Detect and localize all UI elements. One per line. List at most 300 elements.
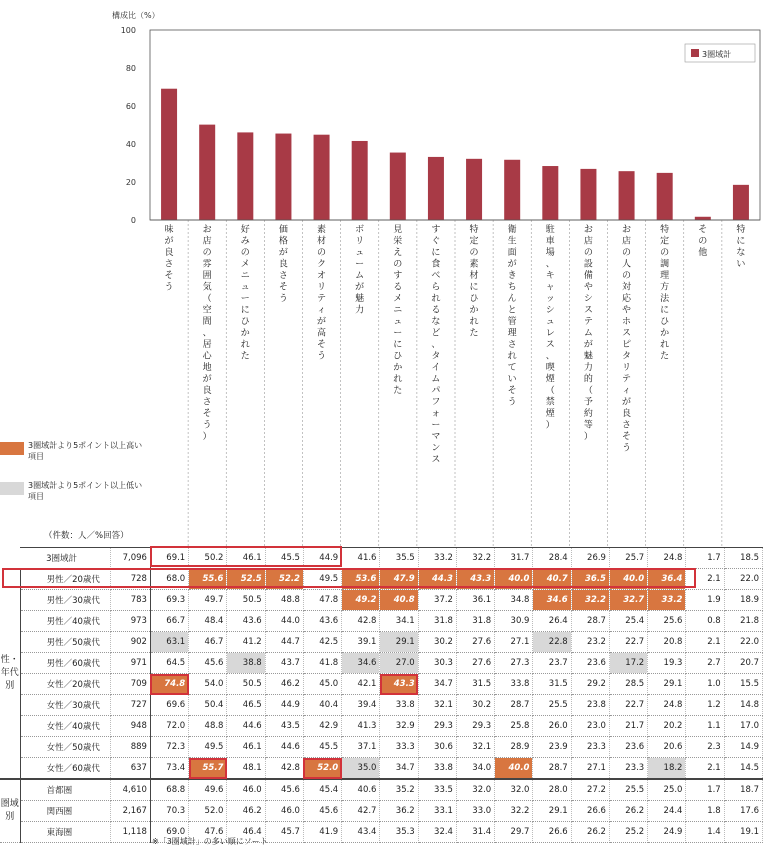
bar-series [161, 89, 749, 220]
y-axis-label: 構成比（%） [112, 11, 160, 20]
cell-value: 49.5 [303, 569, 341, 590]
cell-value: 17.0 [724, 716, 762, 737]
cell-value: 44.7 [265, 632, 303, 653]
cell-value: 48.8 [265, 590, 303, 611]
row-count: 4,610 [110, 779, 150, 801]
category-label: ボリュームが魅力 [355, 225, 365, 316]
bar [619, 171, 635, 220]
row-label: 女性／50歳代 [20, 737, 110, 758]
y-tick-label: 80 [125, 64, 136, 73]
cell-value: 40.8 [380, 590, 418, 611]
cell-value: 30.6 [418, 737, 456, 758]
row-count: 709 [110, 674, 150, 695]
cell-value: 46.2 [227, 801, 265, 822]
cell-value: 27.1 [495, 632, 533, 653]
cell-value: 30.3 [418, 653, 456, 674]
cell-value: 45.6 [189, 653, 227, 674]
cell-value: 27.1 [571, 758, 609, 780]
cell-value: 28.0 [533, 779, 571, 801]
cell-value: 29.3 [418, 716, 456, 737]
row-label: 男性／30歳代 [20, 590, 110, 611]
cell-value: 72.3 [150, 737, 188, 758]
cell-value: 22.0 [724, 632, 762, 653]
bar [390, 153, 406, 220]
cell-value: 35.3 [380, 822, 418, 843]
cell-value: 23.3 [609, 758, 647, 780]
cell-value: 23.3 [571, 737, 609, 758]
cell-value: 68.8 [150, 779, 188, 801]
cell-value: 24.8 [648, 548, 686, 569]
cell-value: 25.8 [495, 716, 533, 737]
cell-value: 45.5 [265, 548, 303, 569]
cell-value: 72.0 [150, 716, 188, 737]
table-row [0, 822, 763, 843]
cell-value: 36.2 [380, 801, 418, 822]
bar [580, 169, 596, 220]
table-row [0, 653, 763, 674]
cell-value: 73.4 [150, 758, 188, 780]
cell-value: 52.2 [265, 569, 303, 590]
cell-value: 23.0 [571, 716, 609, 737]
cell-value: 40.0 [495, 758, 533, 780]
row-count: 971 [110, 653, 150, 674]
row-label: 男性／40歳代 [20, 611, 110, 632]
bar [199, 125, 215, 220]
cell-value: 42.1 [342, 674, 380, 695]
row-count: 637 [110, 758, 150, 780]
cell-value: 25.5 [609, 779, 647, 801]
cell-value: 32.2 [571, 590, 609, 611]
cell-value: 45.5 [303, 737, 341, 758]
legend-swatch [691, 49, 699, 57]
category-label: 特定の素材にひかれた [469, 225, 479, 339]
y-tick-label: 100 [120, 26, 136, 35]
cell-value: 53.6 [342, 569, 380, 590]
category-label: 特にない [736, 225, 746, 270]
cell-value: 43.3 [380, 674, 418, 695]
cell-value: 32.4 [418, 822, 456, 843]
cell-value: 34.0 [456, 758, 494, 780]
category-label: お店の人の対応やホスピタリティが良さそう [622, 225, 632, 454]
cell-value: 31.4 [456, 822, 494, 843]
group-sex-age: 性・年代別 [0, 569, 20, 780]
cell-value: 29.3 [456, 716, 494, 737]
row-label: 3圏域計 [20, 548, 110, 569]
cell-value: 32.1 [418, 695, 456, 716]
category-label: 特定の調理方法にひかれた [660, 225, 670, 362]
cell-value: 43.3 [456, 569, 494, 590]
cell-value: 27.6 [456, 632, 494, 653]
table-row [0, 611, 763, 632]
cell-value: 27.6 [456, 653, 494, 674]
cell-value: 23.6 [571, 653, 609, 674]
cell-value: 44.9 [265, 695, 303, 716]
cell-value: 50.2 [189, 548, 227, 569]
row-count: 728 [110, 569, 150, 590]
cell-value: 24.8 [648, 695, 686, 716]
y-tick-label: 40 [125, 140, 136, 149]
category-label: 見栄えのするメニューにひかれた [393, 225, 403, 396]
row-label: 男性／60歳代 [20, 653, 110, 674]
cell-value: 0.8 [686, 611, 724, 632]
row-label: 東海圏 [20, 822, 110, 843]
cell-value: 38.8 [227, 653, 265, 674]
cell-value: 34.8 [495, 590, 533, 611]
cell-value: 20.2 [648, 716, 686, 737]
cell-value: 1.4 [686, 822, 724, 843]
cell-value: 44.9 [303, 548, 341, 569]
row-label: 女性／20歳代 [20, 674, 110, 695]
cell-value: 33.1 [418, 801, 456, 822]
cell-value: 34.6 [342, 653, 380, 674]
cell-value: 28.7 [533, 758, 571, 780]
cell-value: 30.2 [418, 632, 456, 653]
key-high [0, 440, 150, 462]
cell-value: 39.1 [342, 632, 380, 653]
row-count: 889 [110, 737, 150, 758]
cell-value: 1.8 [686, 801, 724, 822]
cell-value: 26.9 [571, 548, 609, 569]
cell-value: 18.2 [648, 758, 686, 780]
cell-value: 52.5 [227, 569, 265, 590]
cell-value: 40.6 [342, 779, 380, 801]
cell-value: 47.6 [189, 822, 227, 843]
category-label: 味が良さそう [164, 225, 174, 293]
cell-value: 14.8 [724, 695, 762, 716]
cell-value: 24.4 [648, 801, 686, 822]
cell-value: 29.2 [571, 674, 609, 695]
cell-value: 49.6 [189, 779, 227, 801]
table-row [0, 695, 763, 716]
cell-value: 1.1 [686, 716, 724, 737]
cell-value: 45.6 [265, 779, 303, 801]
row-label: 首都圏 [20, 779, 110, 801]
cell-value: 64.5 [150, 653, 188, 674]
cell-value: 20.6 [648, 737, 686, 758]
cell-value: 34.1 [380, 611, 418, 632]
cell-value: 21.7 [609, 716, 647, 737]
basis-note: （件数：人／%回答） [44, 531, 129, 541]
cell-value: 47.9 [380, 569, 418, 590]
cell-value: 18.7 [724, 779, 762, 801]
cell-value: 31.5 [456, 674, 494, 695]
data-table [0, 547, 763, 843]
cell-value: 55.6 [189, 569, 227, 590]
category-label: すぐに食べられるなど、タイムパフォーマンス [431, 225, 441, 465]
key-high-label: 3圏域計より5ポイント以上高い項目 [28, 441, 143, 461]
bar [237, 132, 253, 220]
cell-value: 35.5 [380, 548, 418, 569]
cell-value: 26.6 [533, 822, 571, 843]
cell-value: 2.3 [686, 737, 724, 758]
table-row [0, 548, 763, 569]
bar [695, 217, 711, 220]
cell-value: 40.4 [303, 695, 341, 716]
cell-value: 25.2 [609, 822, 647, 843]
bar [466, 159, 482, 220]
row-count: 902 [110, 632, 150, 653]
cell-value: 27.3 [495, 653, 533, 674]
cell-value: 22.0 [724, 569, 762, 590]
cell-value: 36.1 [456, 590, 494, 611]
cell-value: 25.5 [533, 695, 571, 716]
cell-value: 14.5 [724, 758, 762, 780]
cell-value: 27.0 [380, 653, 418, 674]
cell-value: 32.2 [456, 548, 494, 569]
cell-value: 48.1 [227, 758, 265, 780]
cell-value: 24.9 [648, 822, 686, 843]
bar [352, 141, 368, 220]
cell-value: 2.1 [686, 632, 724, 653]
table-row [0, 758, 763, 780]
cell-value: 69.1 [150, 548, 188, 569]
cell-value: 46.1 [227, 737, 265, 758]
cell-value: 32.7 [609, 590, 647, 611]
cell-value: 42.5 [303, 632, 341, 653]
table-row [0, 569, 763, 590]
cell-value: 32.9 [380, 716, 418, 737]
table-row [0, 632, 763, 653]
key-low [0, 480, 150, 502]
cell-value: 46.2 [265, 674, 303, 695]
cell-value: 28.5 [609, 674, 647, 695]
cell-value: 41.8 [303, 653, 341, 674]
cell-value: 66.7 [150, 611, 188, 632]
category-label: お店の雰囲気（空間、居心地が良さそう） [202, 225, 212, 442]
cell-value: 1.7 [686, 779, 724, 801]
y-tick-label: 60 [125, 102, 136, 111]
cell-value: 22.7 [609, 632, 647, 653]
cell-value: 1.0 [686, 674, 724, 695]
cell-value: 25.6 [648, 611, 686, 632]
row-count: 973 [110, 611, 150, 632]
cell-value: 46.0 [227, 779, 265, 801]
cell-value: 18.9 [724, 590, 762, 611]
cell-value: 35.2 [380, 779, 418, 801]
table-row [0, 716, 763, 737]
row-label: 男性／50歳代 [20, 632, 110, 653]
cell-value: 37.1 [342, 737, 380, 758]
cell-value: 1.7 [686, 548, 724, 569]
cell-value: 68.0 [150, 569, 188, 590]
cell-value: 30.9 [495, 611, 533, 632]
cell-value: 21.8 [724, 611, 762, 632]
cell-value: 29.1 [380, 632, 418, 653]
cell-value: 22.7 [609, 695, 647, 716]
table-row [0, 801, 763, 822]
cell-value: 19.3 [648, 653, 686, 674]
cell-value: 26.2 [609, 801, 647, 822]
bar [504, 160, 520, 220]
bar [161, 89, 177, 220]
cell-value: 26.6 [571, 801, 609, 822]
cell-value: 54.0 [189, 674, 227, 695]
cell-value: 25.4 [609, 611, 647, 632]
cell-value: 42.9 [303, 716, 341, 737]
cell-value: 40.0 [495, 569, 533, 590]
cell-value: 31.5 [533, 674, 571, 695]
cell-value: 48.8 [189, 716, 227, 737]
cell-value: 43.6 [227, 611, 265, 632]
category-label: 素材のクオリティが高そう [317, 225, 327, 362]
cell-value: 49.5 [189, 737, 227, 758]
cell-value: 28.4 [533, 548, 571, 569]
cell-value: 18.5 [724, 548, 762, 569]
row-count: 1,118 [110, 822, 150, 843]
cell-value: 40.7 [533, 569, 571, 590]
cell-value: 43.7 [265, 653, 303, 674]
cell-value: 29.1 [533, 801, 571, 822]
cell-value: 20.8 [648, 632, 686, 653]
cell-value: 42.8 [342, 611, 380, 632]
cell-value: 50.4 [189, 695, 227, 716]
cell-value: 35.0 [342, 758, 380, 780]
cell-value: 44.0 [265, 611, 303, 632]
cell-value: 46.7 [189, 632, 227, 653]
row-count: 783 [110, 590, 150, 611]
cell-value: 49.2 [342, 590, 380, 611]
bar [428, 157, 444, 220]
row-count: 948 [110, 716, 150, 737]
table-row [0, 674, 763, 695]
cell-value: 55.7 [189, 758, 227, 780]
cell-value: 49.7 [189, 590, 227, 611]
cell-value: 43.5 [265, 716, 303, 737]
cell-value: 52.0 [303, 758, 341, 780]
cell-value: 52.0 [189, 801, 227, 822]
cell-value: 36.4 [648, 569, 686, 590]
cell-value: 31.7 [495, 548, 533, 569]
cell-value: 69.0 [150, 822, 188, 843]
cell-value: 33.8 [418, 758, 456, 780]
cell-value: 39.4 [342, 695, 380, 716]
cell-value: 69.3 [150, 590, 188, 611]
cell-value: 69.6 [150, 695, 188, 716]
cell-value: 41.3 [342, 716, 380, 737]
cell-value: 23.2 [571, 632, 609, 653]
cell-value: 1.2 [686, 695, 724, 716]
row-count: 2,167 [110, 801, 150, 822]
row-label: 女性／30歳代 [20, 695, 110, 716]
cell-value: 34.7 [380, 758, 418, 780]
cell-value: 30.2 [456, 695, 494, 716]
bar [314, 135, 330, 220]
cell-value: 25.0 [648, 779, 686, 801]
cell-value: 14.9 [724, 737, 762, 758]
cell-value: 63.1 [150, 632, 188, 653]
cell-value: 50.5 [227, 590, 265, 611]
cell-value: 33.0 [456, 801, 494, 822]
row-count: 727 [110, 695, 150, 716]
cell-value: 45.7 [265, 822, 303, 843]
cell-value: 41.9 [303, 822, 341, 843]
cell-value: 40.0 [609, 569, 647, 590]
key-low-swatch [0, 482, 24, 495]
category-label: 価格が良さそう [278, 225, 288, 304]
cell-value: 17.2 [609, 653, 647, 674]
cell-value: 15.5 [724, 674, 762, 695]
cell-value: 2.1 [686, 758, 724, 780]
cell-value: 44.6 [265, 737, 303, 758]
cell-value: 22.8 [533, 632, 571, 653]
cell-value: 33.2 [418, 548, 456, 569]
cell-value: 50.5 [227, 674, 265, 695]
table-row [0, 590, 763, 611]
cell-value: 46.0 [265, 801, 303, 822]
key-low-label: 3圏域計より5ポイント以上低い項目 [28, 481, 143, 501]
cell-value: 33.8 [495, 674, 533, 695]
category-label: 駐車場、キャッシュレス、喫煙（禁煙） [545, 225, 555, 431]
row-label: 男性／20歳代 [20, 569, 110, 590]
y-axis-ticks [121, 26, 136, 225]
cell-value: 46.5 [227, 695, 265, 716]
cell-value: 33.3 [380, 737, 418, 758]
cell-value: 33.8 [380, 695, 418, 716]
cell-value: 45.4 [303, 779, 341, 801]
cell-value: 28.9 [495, 737, 533, 758]
cell-value: 1.9 [686, 590, 724, 611]
cell-value: 2.1 [686, 569, 724, 590]
cell-value: 29.1 [648, 674, 686, 695]
cell-value: 42.7 [342, 801, 380, 822]
cell-value: 32.2 [495, 801, 533, 822]
category-label: 衛生面がきちんと管理されていそう [507, 225, 517, 408]
cell-value: 27.2 [571, 779, 609, 801]
cell-value: 70.3 [150, 801, 188, 822]
row-label: 関西圏 [20, 801, 110, 822]
cell-value: 46.4 [227, 822, 265, 843]
cell-value: 26.0 [533, 716, 571, 737]
cell-value: 19.1 [724, 822, 762, 843]
cell-value: 23.9 [533, 737, 571, 758]
row-label: 女性／60歳代 [20, 758, 110, 780]
cell-value: 29.7 [495, 822, 533, 843]
cell-value: 41.2 [227, 632, 265, 653]
table-row [0, 779, 763, 801]
cell-value: 31.8 [456, 611, 494, 632]
category-label: 好みのメニューにひかれた [240, 225, 250, 362]
cell-value: 32.0 [456, 779, 494, 801]
cell-value: 2.7 [686, 653, 724, 674]
table-row [0, 737, 763, 758]
y-tick-label: 20 [125, 178, 136, 187]
cell-value: 26.4 [533, 611, 571, 632]
cell-value: 36.5 [571, 569, 609, 590]
cell-value: 31.8 [418, 611, 456, 632]
group-blank [0, 548, 20, 569]
group-region: 圏域別 [0, 779, 20, 843]
legend-label: 3圏域計 [702, 50, 732, 59]
row-count: 7,096 [110, 548, 150, 569]
key-high-swatch [0, 442, 24, 455]
cell-value: 23.8 [571, 695, 609, 716]
cell-value: 45.6 [303, 801, 341, 822]
cell-value: 43.6 [303, 611, 341, 632]
cell-value: 43.4 [342, 822, 380, 843]
legend [685, 44, 755, 62]
cell-value: 44.3 [418, 569, 456, 590]
cell-value: 44.6 [227, 716, 265, 737]
category-label: その他 [698, 225, 708, 258]
cell-value: 34.6 [533, 590, 571, 611]
cell-value: 45.0 [303, 674, 341, 695]
cell-value: 26.2 [571, 822, 609, 843]
cell-value: 47.8 [303, 590, 341, 611]
cell-value: 23.7 [533, 653, 571, 674]
cell-value: 37.2 [418, 590, 456, 611]
row-label: 女性／40歳代 [20, 716, 110, 737]
footnote: ※「3圏域計」の多い順にソート [152, 837, 268, 846]
